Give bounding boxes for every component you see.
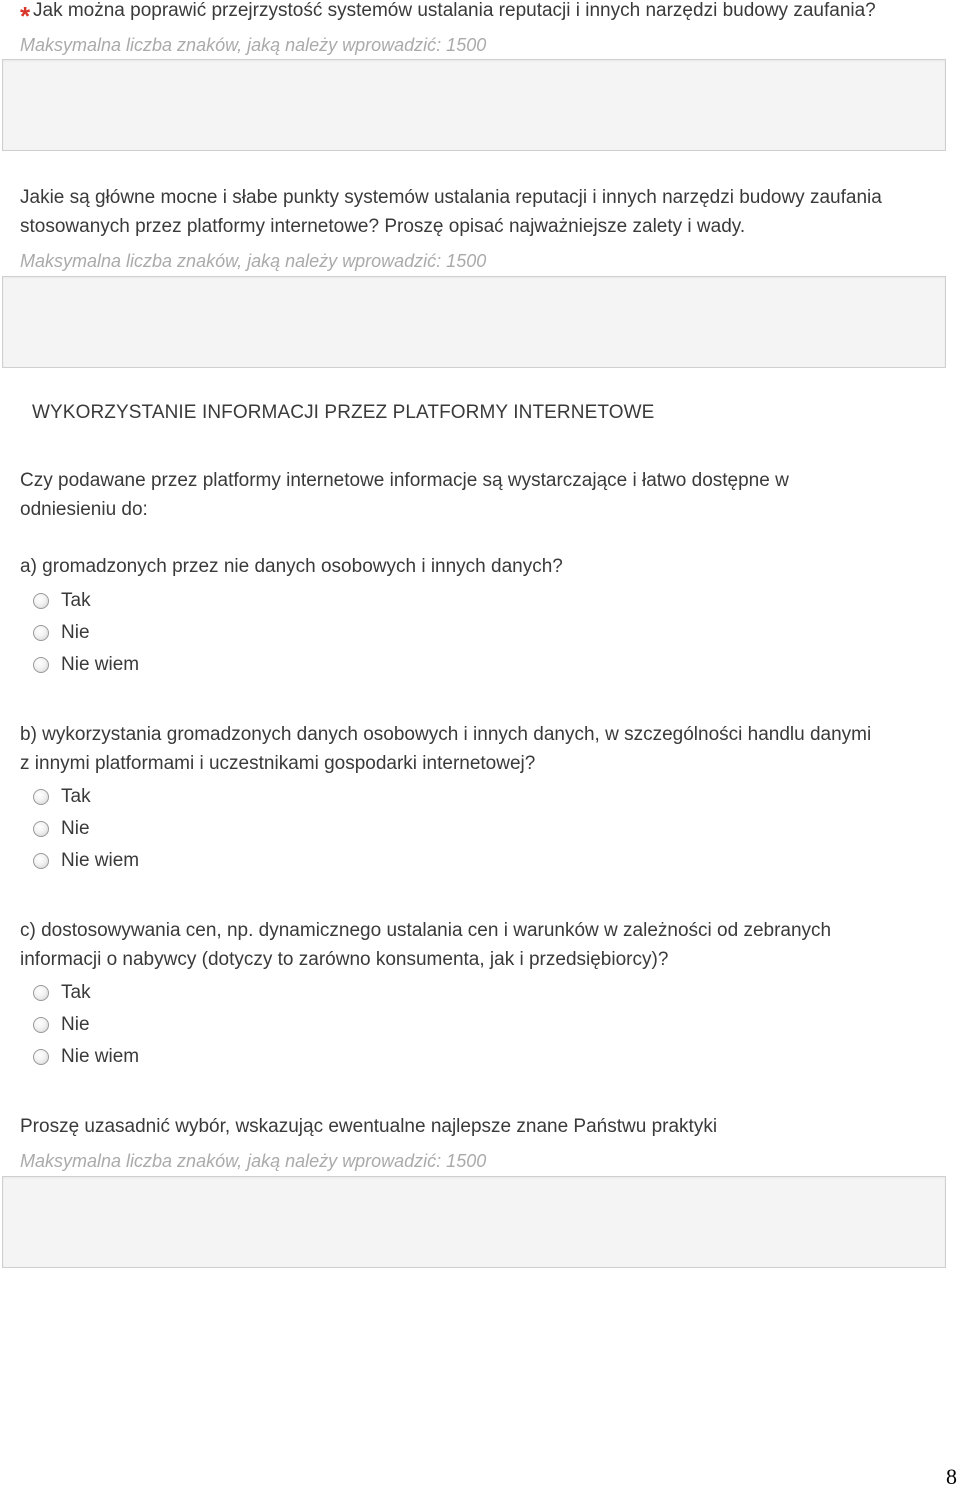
option-label: Tak [61,786,91,807]
section-intro-line-1: Czy podawane przez platformy internetowe informacje są wystarczające i łatwo dostępne w [20,470,789,491]
question-1-char-limit-hint: Maksymalna liczba znaków, jaką należy wprowadzić: 1500 [20,35,487,55]
question-2-text-line-2: stosowanych przez platformy internetowe? Proszę opisać najważniejsze zalety i wady. [20,216,746,237]
question-justification-char-limit-hint: Maksymalna liczba znaków, jaką należy wprowadzić: 1500 [20,1151,487,1171]
page-number: 8 [946,1464,957,1489]
option-label: Nie wiem [61,850,140,871]
question-justification-text: Proszę uzasadnić wybór, wskazując ewentualne najlepsze znane Państwu praktyki [20,1116,718,1137]
option-label: Nie [61,622,90,643]
question-1-text: Jak można poprawić przejrzystość systemów ustalania reputacji i innych narzędzi budowy zaufania? [33,0,876,21]
question-2-textarea[interactable] [2,276,946,368]
option-label: Tak [61,590,91,611]
radio-button[interactable] [33,985,49,1001]
radio-button[interactable] [33,821,49,837]
question-c-option-tak[interactable] [33,980,91,1006]
question-c-option-nie[interactable] [33,1012,90,1038]
section-intro-line-2: odniesieniu do: [20,499,148,520]
question-a-text: a) gromadzonych przez nie danych osobowych i innych danych? [20,556,563,577]
radio-button[interactable] [33,1049,49,1065]
question-c-text-line-1: c) dostosowywania cen, np. dynamicznego ustalania cen i warunków w zależności od zebranych [20,920,832,941]
option-label: Tak [61,982,91,1003]
option-label: Nie [61,818,90,839]
question-b-option-nie-wiem[interactable] [33,848,139,874]
question-b-text-line-1: b) wykorzystania gromadzonych danych osobowych i innych danych, w szczególności handlu danymi [20,724,872,745]
question-2-char-limit-hint: Maksymalna liczba znaków, jaką należy wprowadzić: 1500 [20,251,487,271]
question-a-option-nie-wiem[interactable] [33,652,139,678]
question-c-option-nie-wiem[interactable] [33,1044,139,1070]
question-justification-textarea[interactable] [2,1176,946,1268]
radio-button[interactable] [33,657,49,673]
radio-button[interactable] [33,625,49,641]
option-label: Nie wiem [61,1046,140,1067]
section-title: WYKORZYSTANIE INFORMACJI PRZEZ PLATFORMY INTERNETOWE [32,402,655,423]
question-b-option-nie[interactable] [33,816,90,842]
radio-button[interactable] [33,593,49,609]
question-1-textarea[interactable] [2,59,946,151]
question-a-option-tak[interactable] [33,588,91,614]
question-b-option-tak[interactable] [33,784,91,810]
radio-button[interactable] [33,789,49,805]
radio-button[interactable] [33,853,49,869]
question-a-option-nie[interactable] [33,620,90,646]
radio-button[interactable] [33,1017,49,1033]
question-b-text-line-2: z innymi platformami i uczestnikami gospodarki internetowej? [20,753,536,774]
required-asterisk: * [20,1,31,31]
option-label: Nie wiem [61,654,140,675]
question-c-text-line-2: informacji o nabywcy (dotyczy to zarówno konsumenta, jak i przedsiębiorcy)? [20,949,669,970]
option-label: Nie [61,1014,90,1035]
question-2-text-line-1: Jakie są główne mocne i słabe punkty systemów ustalania reputacji i innych narzędzi budowy zaufania [20,187,882,208]
